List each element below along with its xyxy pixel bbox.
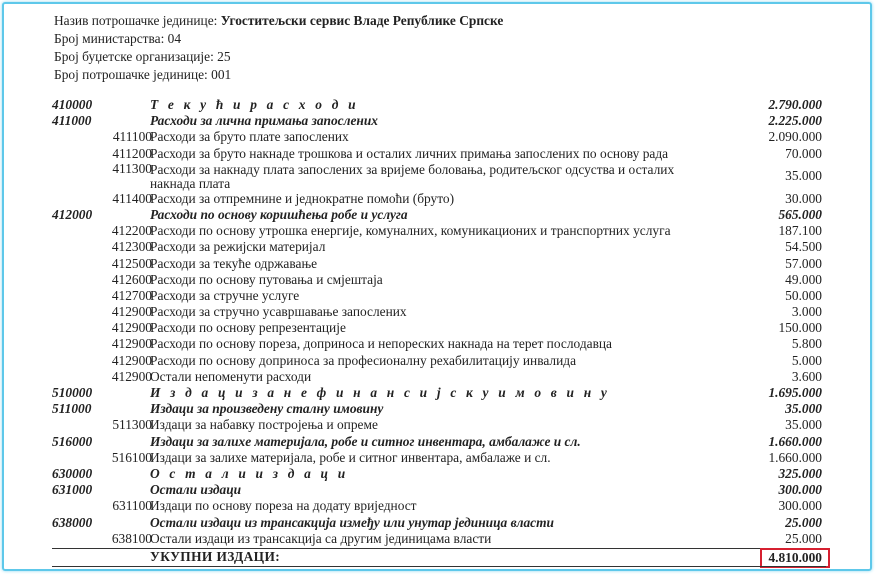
table-row-group (52, 385, 826, 401)
account-description: Остали издаци из трансакција са другим јединицама власти (150, 530, 492, 546)
account-code: 638000 (52, 514, 93, 530)
account-code: 411000 (52, 113, 92, 129)
account-description: Издаци за залихе материјала, робе и ситног инвентара, амбалаже и сл. (150, 433, 581, 449)
expense-table (52, 97, 826, 547)
account-amount: 35.000 (785, 417, 822, 433)
account-code: 411100 (112, 129, 152, 145)
account-code: 510000 (52, 385, 93, 400)
account-description: Издаци за произведену сталну имовину (150, 401, 384, 417)
account-description: Остали непоменути расходи (150, 368, 312, 384)
table-row (52, 162, 826, 191)
account-amount: 25.000 (785, 530, 822, 546)
account-code: 412700 (111, 287, 152, 303)
account-amount: 54.500 (785, 239, 822, 255)
account-code: 516100 (111, 449, 152, 465)
account-amount: 50.000 (785, 287, 822, 303)
account-code: 631100 (112, 498, 152, 514)
account-amount: 2.225.000 (768, 113, 822, 129)
account-code: 412900 (111, 368, 152, 384)
account-description: И з д а ц и з а н е ф и н а н с и ј с к у и м о в и н у (150, 385, 611, 400)
account-description: Расходи за бруто накнаде трошкова и осталих личних примања запослених по основу рада (150, 145, 669, 161)
budget-org-number: Број буџетске организације: 25 (54, 49, 231, 64)
account-description: Расходи по основу утрошка енергије, комуналних, комуникационих и транспортних услуга (150, 223, 671, 239)
account-amount: 49.000 (785, 271, 822, 287)
account-description: Расходи за отпремнине и једнократне помоћи (бруто) (150, 190, 455, 206)
account-code: 412500 (111, 255, 152, 271)
account-code: 410000 (52, 97, 93, 112)
account-code: 511000 (52, 401, 92, 417)
account-code: 412300 (111, 239, 152, 255)
account-amount: 187.100 (778, 223, 822, 239)
account-code: 412000 (52, 206, 93, 222)
document-header (54, 12, 503, 84)
account-description: Расходи по основу пореза, доприноса и непореских накнада на терет послодавца (150, 336, 613, 352)
account-amount: 57.000 (785, 255, 822, 271)
account-amount: 3.000 (791, 304, 822, 320)
account-amount: 2.090.000 (768, 129, 822, 145)
account-description: Расходи за текуће одржавање (150, 255, 318, 271)
total-amount: 4.810.000 (760, 548, 830, 568)
table-row-group (52, 401, 826, 417)
account-amount: 5.000 (791, 352, 822, 368)
account-code: 412900 (111, 336, 152, 352)
table-row (52, 304, 826, 320)
account-description: Расходи по основу доприноса за професионалну рехабилитацију инвалида (150, 352, 577, 368)
account-amount: 1.695.000 (768, 385, 822, 400)
account-code: 516000 (52, 433, 93, 449)
unit-name-value: Угоститељски сервис Владе Републике Српске (220, 13, 504, 28)
account-description: Расходи по основу путовања и смјештаја (150, 271, 383, 287)
account-amount: 300.000 (778, 498, 822, 514)
account-amount: 30.000 (785, 190, 822, 206)
table-row (52, 336, 826, 352)
table-row (52, 353, 826, 369)
account-amount: 300.000 (778, 482, 822, 498)
table-row (52, 369, 826, 385)
table-row-group (52, 466, 826, 482)
table-row (52, 146, 826, 162)
account-code: 412900 (111, 352, 152, 368)
account-amount: 2.790.000 (768, 97, 822, 112)
table-row-group (52, 113, 826, 129)
account-amount: 35.000 (785, 401, 822, 417)
account-code: 412600 (111, 271, 152, 287)
table-row-group (52, 434, 826, 450)
account-description: Т е к у ћ и р а с х о д и (150, 97, 359, 112)
account-description: Расходи по основу репрезентације (150, 320, 346, 336)
unit-name-label: Назив потрошачке јединице: (54, 13, 218, 28)
account-amount: 25.000 (785, 514, 822, 530)
account-description: Издаци за набавку постројења и опреме (150, 417, 378, 433)
total-bottom-rule (52, 566, 826, 567)
account-description: Расходи за лична примања запослених (150, 113, 378, 129)
table-row (52, 272, 826, 288)
table-row-group (52, 515, 826, 531)
account-amount: 1.660.000 (768, 449, 822, 465)
table-row (52, 417, 826, 433)
total-label: УКУПНИ ИЗДАЦИ: (150, 549, 281, 564)
table-row (52, 191, 826, 207)
account-description: Издаци за залихе материјала, робе и ситног инвентара, амбалаже и сл. (150, 449, 551, 465)
table-row (52, 498, 826, 514)
account-code: 412200 (111, 223, 152, 239)
account-amount: 325.000 (778, 465, 822, 481)
account-code: 638100 (111, 530, 152, 546)
account-amount: 5.800 (791, 336, 822, 352)
unit-number: Број потрошачке јединице: 001 (54, 67, 232, 82)
account-code: 411400 (112, 190, 152, 206)
account-code: 412900 (111, 304, 152, 320)
table-row (52, 531, 826, 547)
account-code: 631000 (52, 482, 93, 498)
account-description: Расходи за стручне услуге (150, 287, 300, 303)
total-row (52, 548, 826, 566)
account-amount: 150.000 (778, 320, 822, 336)
account-description: Расходи за режијски материјал (150, 239, 326, 255)
account-amount: 35.000 (785, 167, 822, 183)
account-amount: 3.600 (791, 368, 822, 384)
table-row-group (52, 482, 826, 498)
account-amount: 565.000 (778, 206, 822, 222)
unit-name-line (54, 12, 503, 30)
account-code: 411300 (112, 160, 152, 176)
table-row (52, 223, 826, 239)
account-description: Расходи за стручно усавршавање запослених (150, 304, 407, 320)
table-row-group (52, 97, 826, 113)
account-code: 511300 (112, 417, 152, 433)
table-row (52, 129, 826, 145)
account-description: Издаци по основу пореза на додату вриједност (150, 498, 417, 514)
account-amount: 70.000 (785, 145, 822, 161)
account-code: 412900 (111, 320, 152, 336)
table-row (52, 450, 826, 466)
table-row (52, 288, 826, 304)
account-description: Расходи по основу коришћења робе и услуга (150, 206, 408, 222)
account-amount: 1.660.000 (768, 433, 822, 449)
account-description: О с т а л и и з д а ц и (150, 465, 349, 481)
account-description: Остали издаци (150, 482, 242, 498)
table-row (52, 320, 826, 336)
table-row-group (52, 207, 826, 223)
account-code: 411200 (112, 145, 152, 161)
account-description: Расходи за бруто плате запослених (150, 129, 349, 145)
ministry-number: Број министарства: 04 (54, 31, 182, 46)
table-row (52, 256, 826, 272)
account-description: Расходи за накнаду плата запослених за вријеме боловања, родитељског одсуства и осталих накнада плата (150, 161, 675, 191)
table-row (52, 239, 826, 255)
account-code: 630000 (52, 465, 93, 481)
account-description: Остали издаци из трансакција између или унутар јединица власти (150, 514, 554, 530)
